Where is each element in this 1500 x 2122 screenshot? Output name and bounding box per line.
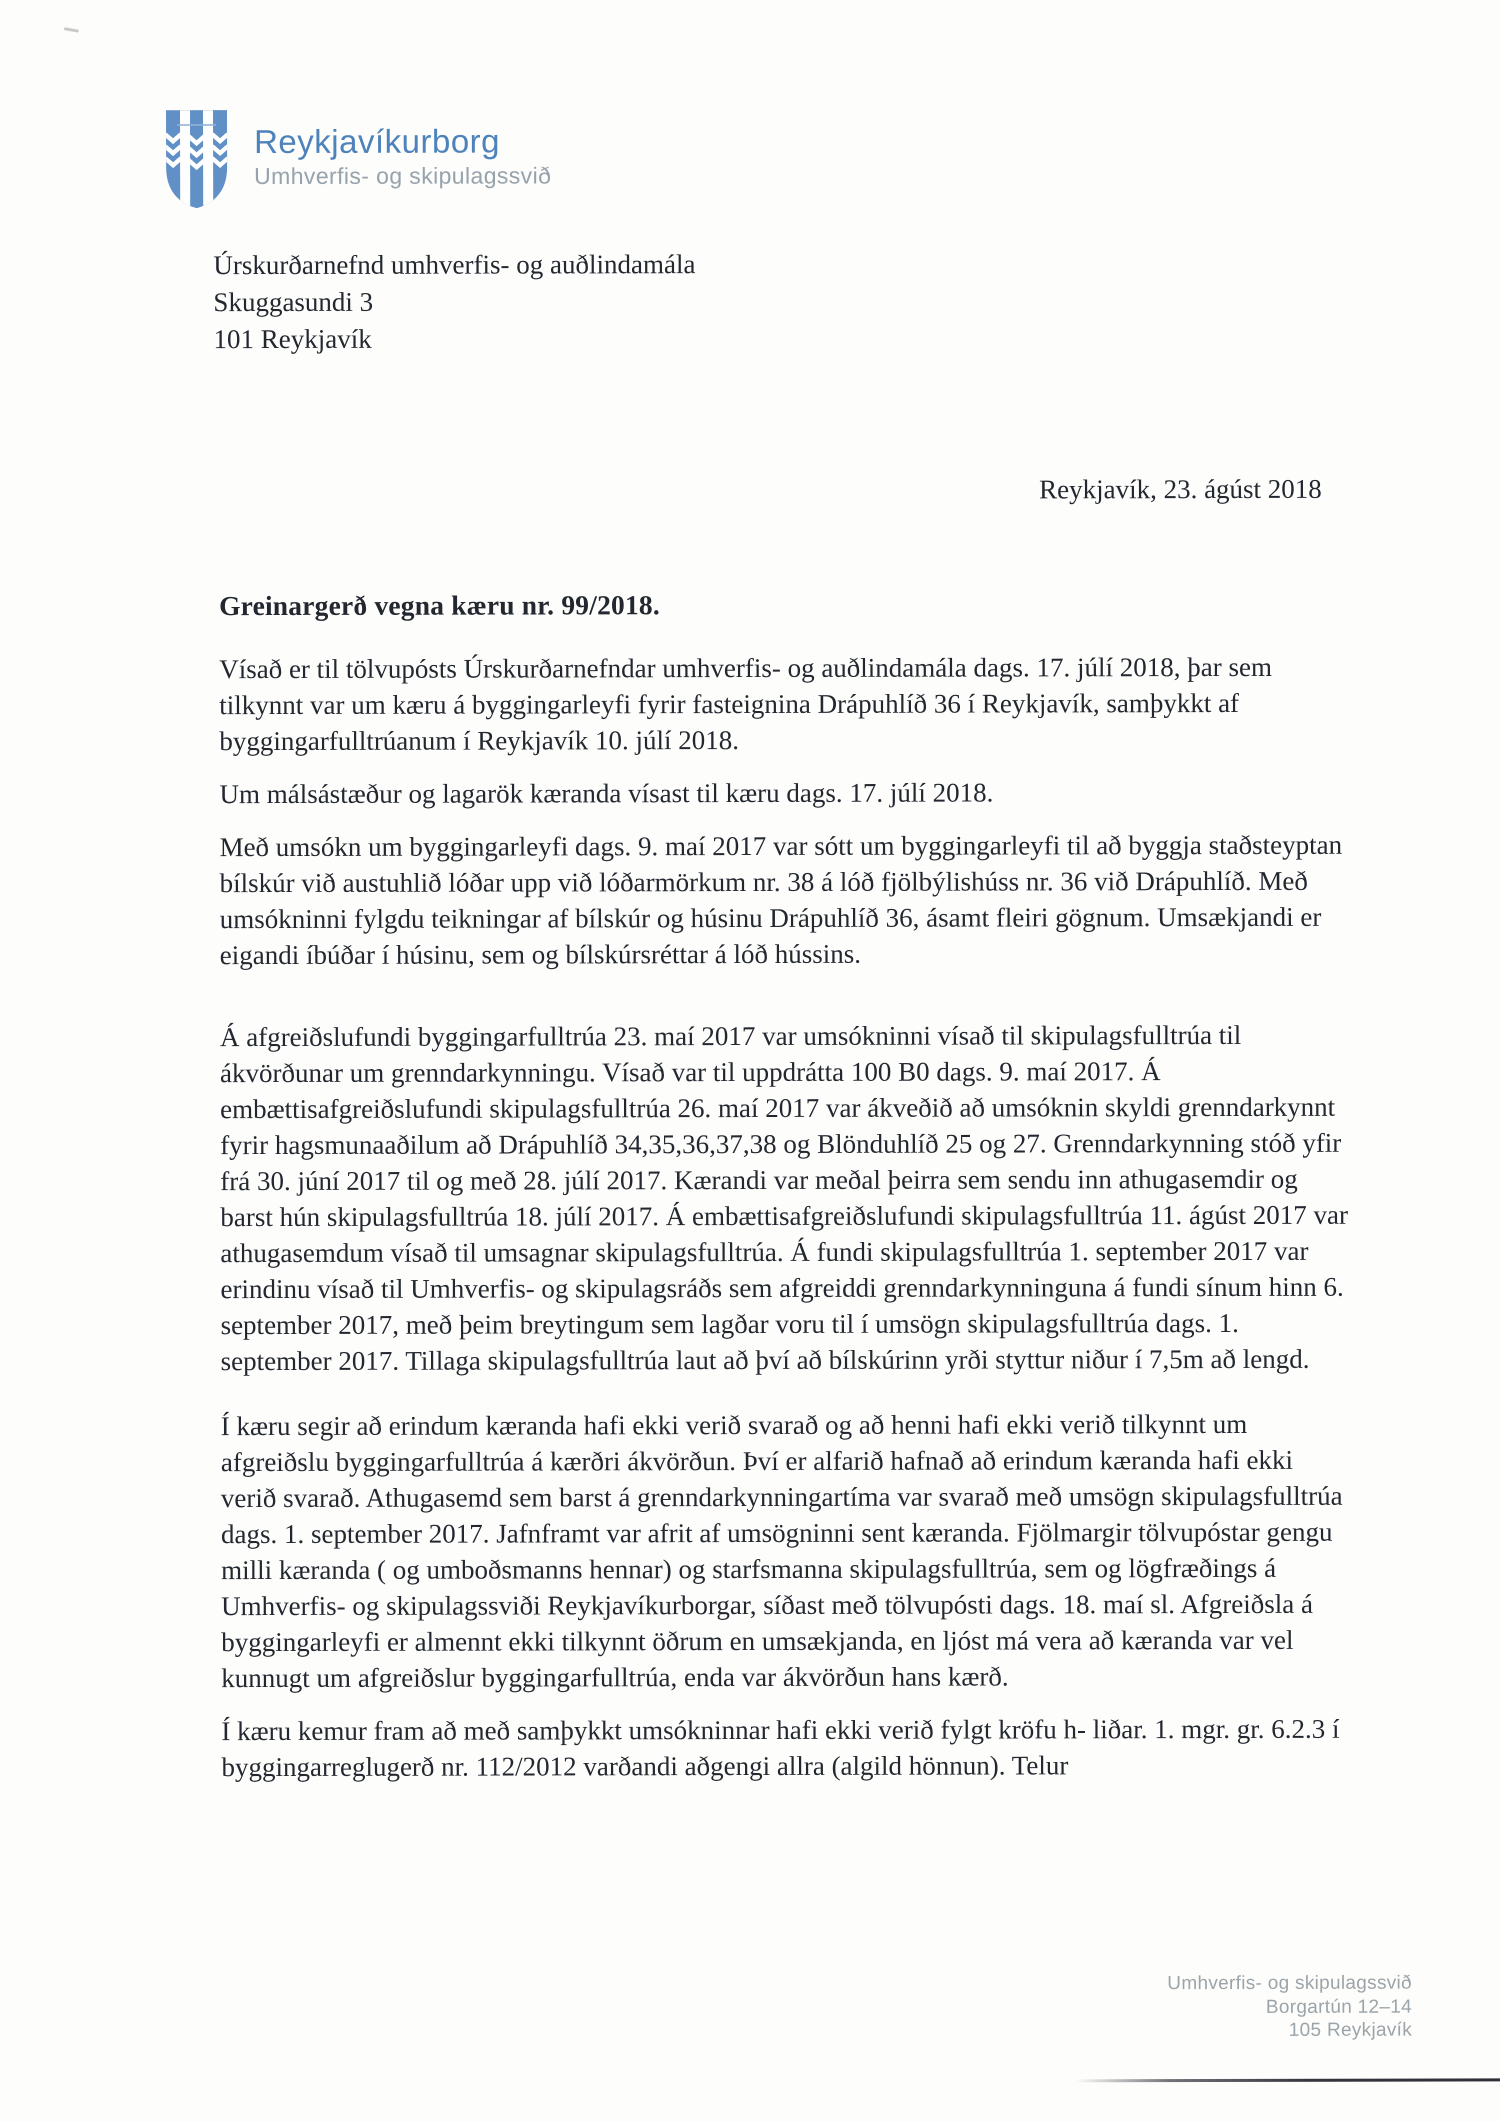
paragraph: Vísað er til tölvupósts Úrskurðarnefndar umhverfis- og auðlindamála dags. 17. júlí 2018, þar sem tilkynnt var um kæru á byggingarleyfi fyrir fasteignina Drápuhlíð 36 í Reykjavík, samþykkt af byggingarfulltrúanum í Reykjavík 10. júlí 2018.: [219, 651, 1272, 757]
footer-line: 105 Reykjavík: [1288, 2019, 1413, 2041]
footer-line: Borgartún 12–14: [1265, 1996, 1413, 2018]
paragraph: Með umsókn um byggingarleyfi dags. 9. maí 2017 var sótt um byggingarleyfi til að byggja staðsteyptan bílskúr við austuhlið lóðar upp við lóðarmörkum nr. 38 á lóð fjölbýlishúss nr. 36 við Drápuhlíð. Með umsókninni fylgdu teikningar af bílskúr og húsinu Drápuhlíð 36, ásamt fleiri gögnum. Umsækjandi er eigandi íbúðar í húsinu, sem og bílskúrsréttar á lóð hússins.: [219, 829, 1343, 971]
organization-department: Umhverfis- og skipulagssvið: [254, 162, 552, 190]
recipient-line: 101 Reykjavík: [213, 323, 372, 355]
dateline: Reykjavík, 23. ágúst 2018: [1039, 473, 1322, 505]
recipient-line: Skuggasundi 3: [213, 286, 374, 318]
letter-body: [219, 586, 1350, 1802]
organization-name: Reykjavíkurborg: [254, 122, 501, 161]
scan-artifact: [64, 27, 79, 33]
paragraph: Um málsástæður og lagarök kæranda vísast til kæru dags. 17. júlí 2018.: [219, 777, 994, 810]
paragraph: Í kæru segir að erindum kæranda hafi ekki verið svarað og að henni hafi ekki verið tilkynnt um afgreiðslu byggingarfulltrúa á kærðri ákvörðun. Því er alfarið hafnað að erindum kæranda hafi ekki verið svarað. Athugasemd sem barst á grenndarkynningartíma var svarað með umsögn skipulagsfulltrúa dags. 1. september 2017. Jafnframt var afrit af umsögninni sent kæranda. Fjölmargir tölvupóstar gengu milli kæranda ( og umboðsmanns hennar) og starfsmanna skipulagsfulltrúa, sem og lögfræðings á Umhverfis- og skipulagssviði Reykjavíkurborgar, síðast með tölvupósti dags. 18. maí sl. Afgreiðsla á byggingarleyfi er almennt ekki tilkynnt öðrum en umsækjanda, en ljóst má vera að kæranda var vel kunnugt um afgreiðslur byggingarfulltrúa, enda var ákvörðun hans kærð.: [220, 1408, 1343, 1694]
letterhead: [163, 106, 551, 211]
footer-address: [1167, 1972, 1412, 2043]
letterhead-text: [254, 106, 551, 189]
subject-heading: Greinargerð vegna kæru nr. 99/2018.: [219, 589, 660, 622]
reykjavik-coat-of-arms-icon: [163, 107, 230, 211]
recipient-line: Úrskurðarnefnd umhverfis- og auðlindamála: [213, 249, 696, 281]
paragraph: Á afgreiðslufundi byggingarfulltrúa 23. maí 2017 var umsókninni vísað til skipulagsfulltrúa til ákvörðunar um grenndarkynningu. Vísað var til uppdrátta 100 B0 dags. 9. maí 2017. Á embættisafgreiðslufundi skipulagsfulltrúa 26. maí 2017 var ákveðið að umsóknin skyldi grenndarkynnt fyrir hagsmunaaðilum að Drápuhlíð 34,35,36,37,38 og Blönduhlíð 25 og 27. Grenndarkynning stóð yfir frá 30. júní 2017 til og með 28. júlí 2017. Kærandi var meðal þeirra sem sendu inn athugasemdir og barst hún skipulagsfulltrúa 18. júlí 2017. Á embættisafgreiðslufundi skipulagsfulltrúa 11. ágúst 2017 var athugasemdum vísað til umsagnar skipulagsfulltrúa. Á fundi skipulagsfulltrúa 1. september 2017 var erindinu vísað til Umhverfis- og skipulagsráðs sem afgreiddi grenndarkynninguna á fundi sínum hinn 6. september 2017, með þeim breytingum sem lagðar voru til í umsögn skipulagsfulltrúa dags. 1. september 2017. Tillaga skipulagsfulltrúa laut að því að bílskúrinn yrði styttur niður í 7,5m að lengd.: [219, 1019, 1348, 1377]
recipient-address: [213, 246, 695, 358]
footer-line: Umhverfis- og skipulagssvið: [1167, 1972, 1412, 1995]
footer-rule: [1075, 2078, 1500, 2082]
paragraph: Í kæru kemur fram að með samþykkt umsókninnar hafi ekki verið fylgt kröfu h- liðar. 1. mgr. gr. 6.2.3 í byggingarreglugerð nr. 112/2012 varðandi aðgengi allra (algild hönnun). Telur: [221, 1713, 1340, 1783]
